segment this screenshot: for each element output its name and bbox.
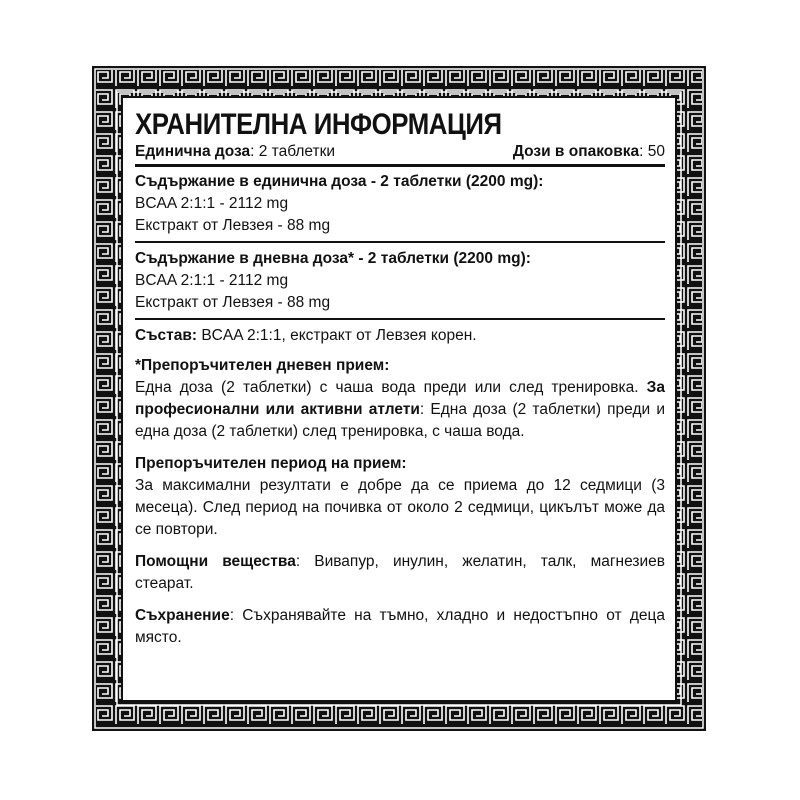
serving-value: : 2 таблетки	[250, 143, 336, 160]
single-dose-item: Екстракт от Левзея - 88 mg	[135, 217, 331, 234]
divider	[135, 164, 665, 167]
storage: Съхранение: Съхранявайте на тъмно, хладно и недостъпно от деца място.	[135, 607, 665, 646]
daily-dose-heading: Съдържание в дневна доза* - 2 таблетки (2200 mg):	[135, 250, 531, 267]
servings-per-pack-label: Дози в опаковка	[512, 143, 640, 160]
daily-dose-item: Екстракт от Левзея - 88 mg	[135, 294, 331, 311]
serving-size	[135, 142, 335, 162]
intake-period-heading: Препоръчителен период на прием:	[135, 455, 407, 472]
recommended-intake-text: Една доза (2 таблетки) с чаша вода преди или след тренировка. За професионални или активни атлети: Една доза (2 таблетки) преди и една доза (2 таблетки) след тренировка, с чаша вода.	[135, 379, 665, 440]
divider	[135, 241, 665, 243]
composition: Състав: BCAA 2:1:1, екстракт от Левзея корен.	[135, 327, 477, 344]
divider	[135, 318, 665, 320]
single-dose-heading: Съдържание в единична доза - 2 таблетки (2200 mg):	[135, 173, 544, 190]
serving-row	[135, 142, 665, 162]
serving-label: Единична доза	[135, 143, 251, 160]
single-dose-item: BCAA 2:1:1 - 2112 mg	[135, 195, 289, 212]
daily-dose-item: BCAA 2:1:1 - 2112 mg	[135, 272, 289, 289]
servings-per-pack	[513, 142, 665, 162]
recommended-intake-heading: *Препоръчителен дневен прием:	[135, 357, 390, 374]
excipients: Помощни вещества: Вивапур, инулин, желатин, талк, магнезиев стеарат.	[135, 553, 665, 592]
nutrition-content	[135, 108, 665, 649]
label-title: ХРАНИТЕЛНА ИНФОРМАЦИЯ	[135, 108, 502, 141]
intake-period-text: За максимални резултати е добре да се приема до 12 седмици (3 месеца). След период на почивка от около 2 седмици, цикълът може да се повтори.	[135, 477, 665, 538]
servings-per-pack-value: : 50	[639, 143, 665, 160]
